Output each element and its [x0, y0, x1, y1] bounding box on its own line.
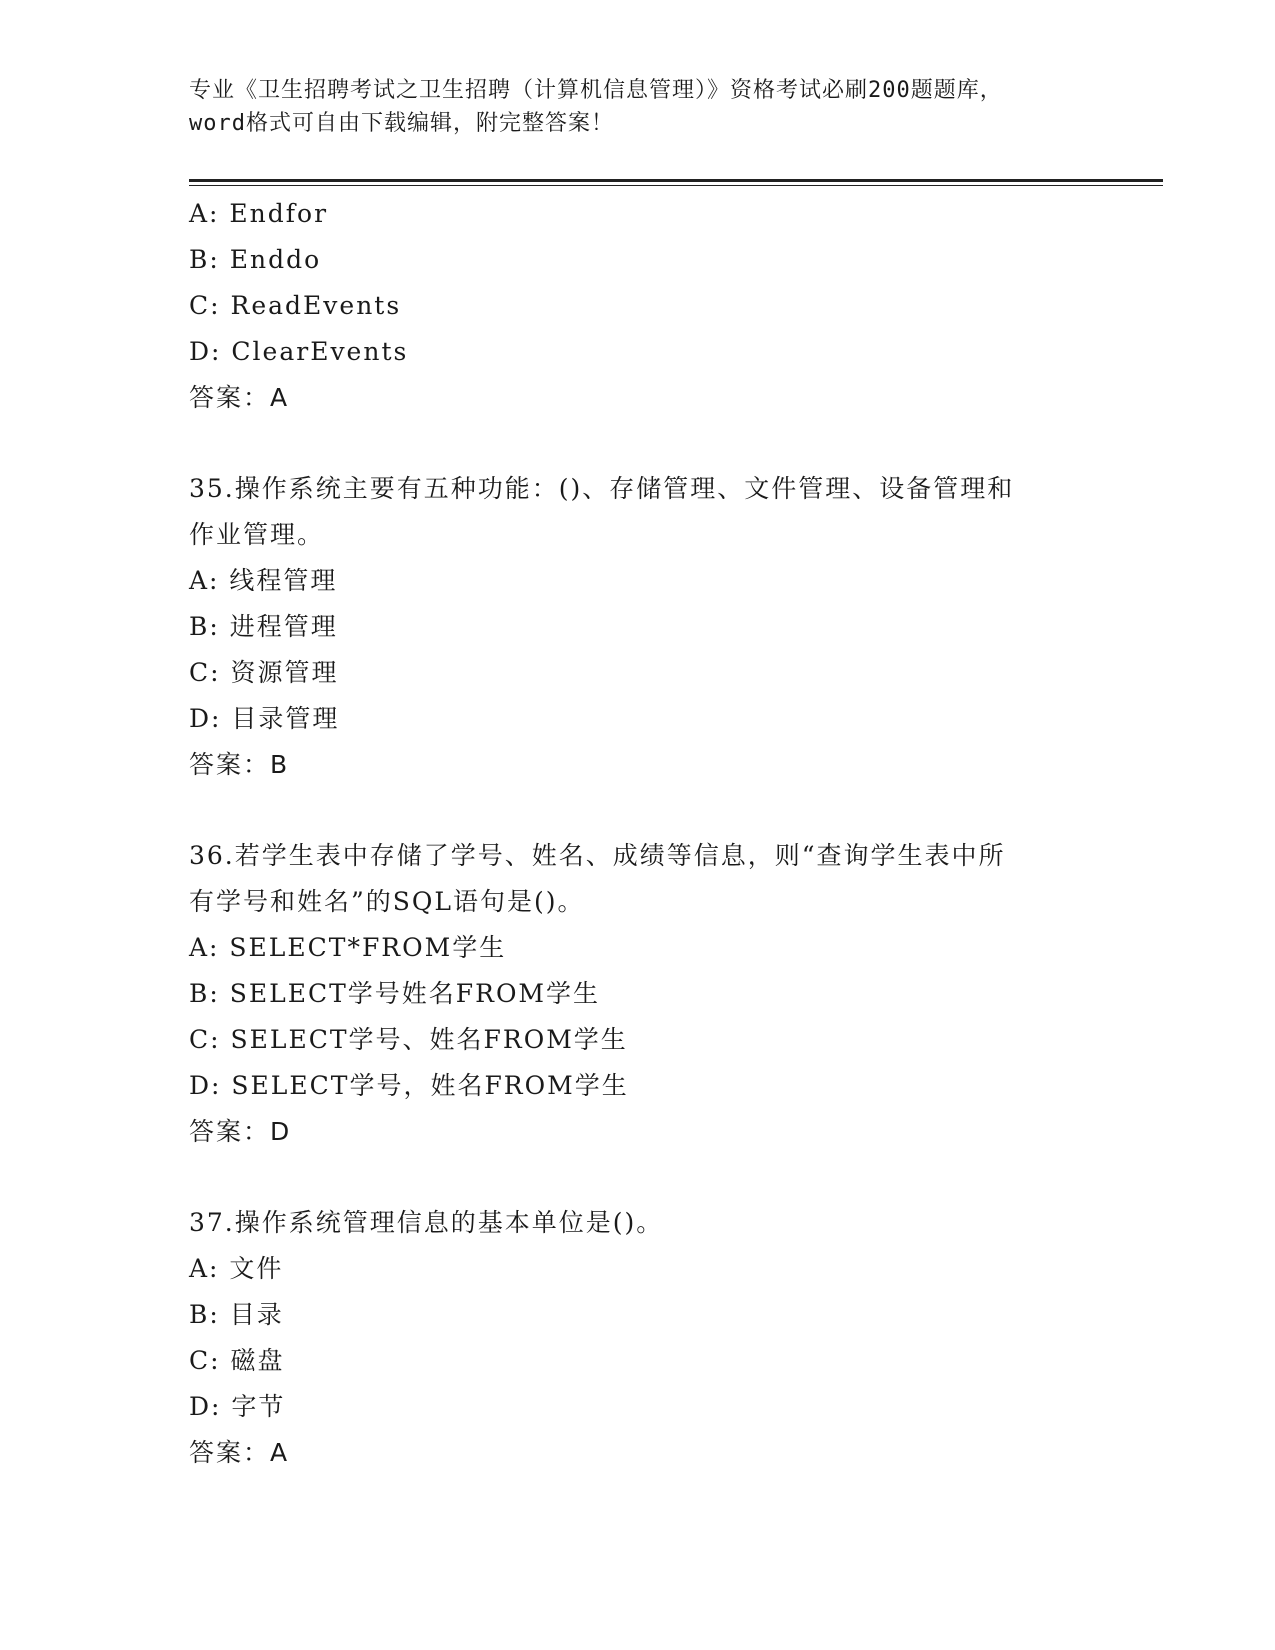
answer: 答案：D — [189, 1117, 292, 1146]
header-divider-thick — [189, 179, 1163, 182]
header-line-1: 专业《卫生招聘考试之卫生招聘（计算机信息管理）》资格考试必刷200题题库， — [189, 78, 1003, 103]
option-b: B: SELECT学号姓名FROM学生 — [189, 979, 601, 1008]
question-35 — [189, 466, 1089, 788]
option-c: C: 磁盘 — [189, 1346, 285, 1375]
option-d: D: ClearEvents — [189, 337, 409, 366]
document-header — [189, 74, 1089, 140]
option-c: C: ReadEvents — [189, 291, 402, 320]
option-a: A: 文件 — [189, 1254, 284, 1283]
question-list — [189, 191, 1089, 1476]
question-text-line-2: 作业管理。 — [189, 520, 325, 549]
option-b: B: 进程管理 — [189, 612, 338, 641]
answer: 答案：B — [189, 750, 290, 779]
option-a: A: SELECT*FROM学生 — [189, 933, 507, 962]
answer: 答案：A — [189, 383, 290, 412]
option-a: A: 线程管理 — [189, 566, 338, 595]
question-text-line-2: 有学号和姓名”的SQL语句是()。 — [189, 887, 585, 916]
option-b: B: 目录 — [189, 1300, 284, 1329]
header-divider-thin — [189, 185, 1163, 186]
option-d: D: 目录管理 — [189, 704, 340, 733]
option-c: C: 资源管理 — [189, 658, 339, 687]
question-text-line-1: 36.若学生表中存储了学号、姓名、成绩等信息，则“查询学生表中所 — [189, 841, 1006, 870]
option-b: B: Enddo — [189, 245, 322, 274]
question-37 — [189, 1200, 1089, 1476]
option-d: D: SELECT学号，姓名FROM学生 — [189, 1071, 629, 1100]
answer: 答案：A — [189, 1438, 290, 1467]
option-d: D: 字节 — [189, 1392, 286, 1421]
option-a: A: Endfor — [189, 199, 329, 228]
question-text-line-1: 35.操作系统主要有五种功能：()、存储管理、文件管理、设备管理和 — [189, 474, 1015, 503]
option-c: C: SELECT学号、姓名FROM学生 — [189, 1025, 628, 1054]
question-36 — [189, 833, 1089, 1155]
header-line-2: word格式可自由下载编辑，附完整答案！ — [189, 111, 614, 136]
question-text-line-1: 37.操作系统管理信息的基本单位是()。 — [189, 1208, 664, 1237]
question-34 — [189, 191, 1089, 421]
